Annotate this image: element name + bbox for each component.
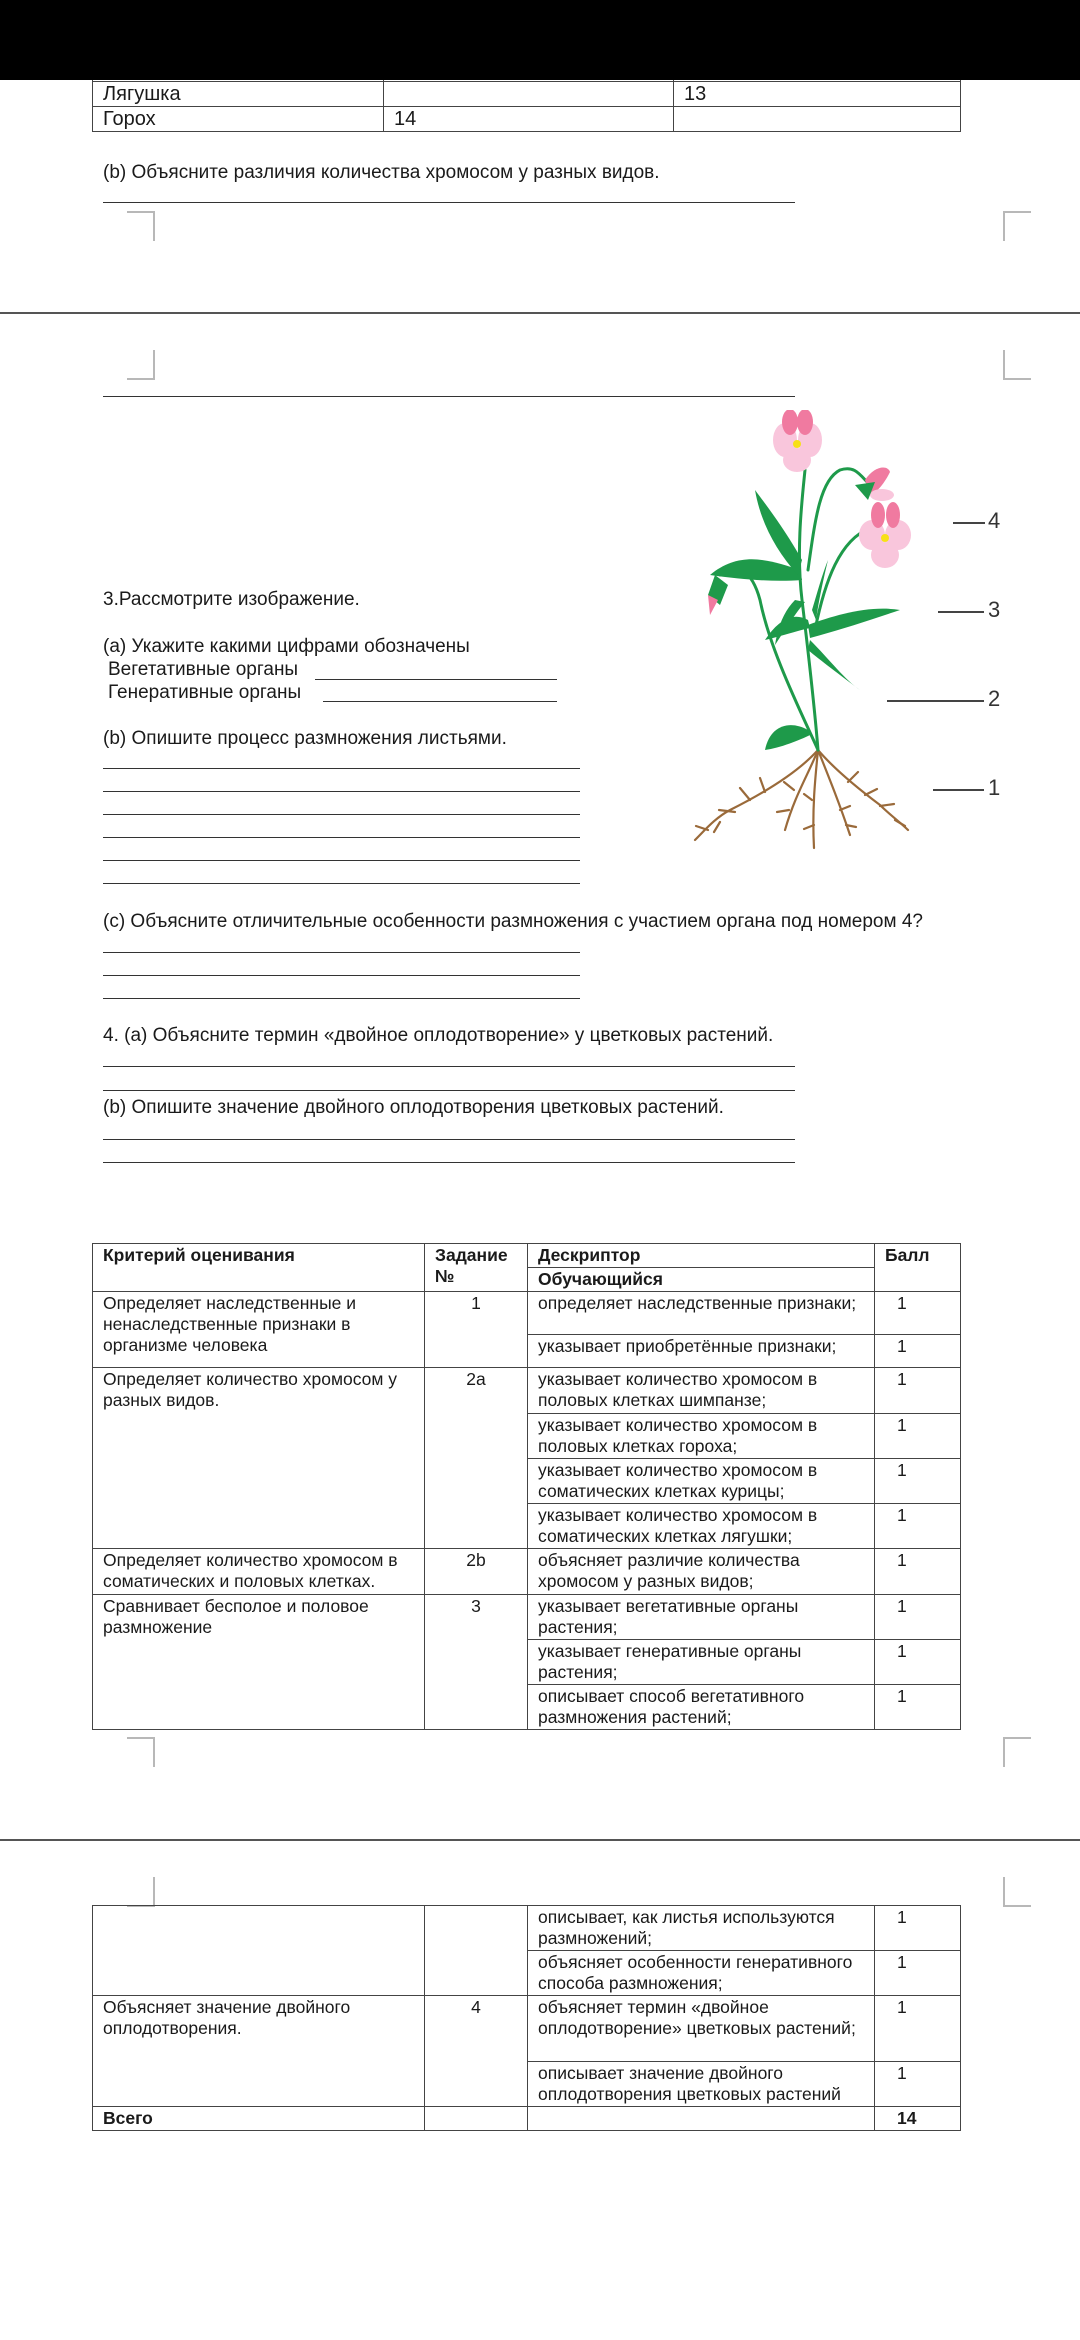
descriptor-cell: указывает вегетативные органы растения; bbox=[528, 1595, 875, 1640]
criterion-cell: Объясняет значение двойного оплодотворения. bbox=[93, 1996, 425, 2107]
answer-line[interactable] bbox=[103, 814, 580, 815]
page-corner-mark bbox=[127, 1877, 155, 1907]
header-score: Балл bbox=[875, 1244, 961, 1292]
table-row bbox=[93, 107, 961, 132]
score-cell: 1 bbox=[875, 1906, 961, 1951]
table-row bbox=[93, 1595, 961, 1640]
answer-line[interactable] bbox=[103, 1090, 795, 1091]
descriptor-cell: описывает значение двойного оплодотворения цветковых растений bbox=[528, 2062, 875, 2107]
top-black-bar-overlay bbox=[0, 0, 1080, 80]
descriptor-cell: указывает генеративные органы растения; bbox=[528, 1640, 875, 1685]
plant-label-4: 4 bbox=[988, 508, 1001, 533]
descriptor-cell: указывает количество хромосом в половых клетках гороха; bbox=[528, 1414, 875, 1459]
score-cell: 1 bbox=[875, 1685, 961, 1730]
page-corner-mark bbox=[1003, 211, 1031, 241]
task-number-cell: 4 bbox=[425, 1996, 528, 2107]
page-divider bbox=[0, 312, 1080, 314]
score-cell: 1 bbox=[875, 1368, 961, 1414]
answer-line-generative[interactable] bbox=[323, 701, 557, 702]
score-cell: 1 bbox=[875, 1414, 961, 1459]
table-cell bbox=[674, 107, 961, 132]
species-name: Лягушка bbox=[93, 82, 384, 107]
answer-line[interactable] bbox=[103, 883, 580, 884]
table-header-row bbox=[93, 1244, 961, 1268]
page-corner-mark bbox=[1003, 350, 1031, 380]
answer-line[interactable] bbox=[103, 202, 795, 203]
table-row bbox=[93, 82, 961, 107]
label-vegetative-organs: Вегетативные органы bbox=[108, 659, 299, 680]
table-cell bbox=[384, 82, 674, 107]
page-corner-mark bbox=[1003, 1737, 1031, 1767]
table-cell bbox=[528, 2107, 875, 2131]
answer-line[interactable] bbox=[103, 1066, 795, 1067]
flower-bud-left bbox=[708, 575, 728, 615]
score-cell: 1 bbox=[875, 1335, 961, 1368]
species-name: Горох bbox=[93, 107, 384, 132]
question-2b: (b) Объясните различия количества хромосом у разных видов. bbox=[103, 162, 660, 183]
label-generative-organs: Генеративные органы bbox=[108, 682, 302, 703]
criterion-cell: Определяет количество хромосом в соматических и половых клетках. bbox=[93, 1549, 425, 1595]
page-corner-mark bbox=[127, 1737, 155, 1767]
descriptor-cell: указывает приобретённые признаки; bbox=[528, 1335, 875, 1368]
answer-line[interactable] bbox=[103, 1139, 795, 1140]
score-cell: 1 bbox=[875, 2062, 961, 2107]
answer-line[interactable] bbox=[103, 837, 580, 838]
criterion-cell bbox=[93, 1906, 425, 1996]
criteria-table-body bbox=[93, 1906, 961, 2107]
plant-label-2: 2 bbox=[988, 686, 1001, 711]
question-4b: (b) Опишите значение двойного оплодотворения цветковых растений. bbox=[103, 1097, 724, 1118]
descriptor-cell: объясняет различие количества хромосом у разных видов; bbox=[528, 1549, 875, 1595]
label-pointer-1 bbox=[933, 789, 984, 791]
answer-line-vegetative[interactable] bbox=[315, 679, 557, 680]
criterion-cell: Определяет количество хромосом у разных видов. bbox=[93, 1368, 425, 1549]
descriptor-cell: описывает способ вегетативного размножения растений; bbox=[528, 1685, 875, 1730]
label-pointer-3 bbox=[938, 611, 984, 613]
score-cell: 1 bbox=[875, 1504, 961, 1549]
table-row bbox=[93, 1368, 961, 1414]
header-descriptor: Дескриптор bbox=[528, 1244, 875, 1268]
criteria-table-continued bbox=[92, 1905, 961, 2131]
score-cell: 1 bbox=[875, 1595, 961, 1640]
answer-line[interactable] bbox=[103, 952, 580, 953]
task-number-cell: 2a bbox=[425, 1368, 528, 1549]
plant-figure bbox=[690, 410, 930, 850]
header-criterion: Критерий оценивания bbox=[93, 1244, 425, 1292]
table-row bbox=[93, 1292, 961, 1335]
task-number-cell bbox=[425, 1906, 528, 1996]
page-corner-mark bbox=[1003, 1877, 1031, 1907]
question-3c: (c) Объясните отличительные особенности размножения с участием органа под номером 4? bbox=[103, 911, 923, 932]
table-cell: 13 bbox=[674, 82, 961, 107]
criterion-cell: Определяет наследственные и ненаследственные признаки в организме человека bbox=[93, 1292, 425, 1368]
table-cell bbox=[425, 2107, 528, 2131]
descriptor-cell: указывает количество хромосом в половых клетках шимпанзе; bbox=[528, 1368, 875, 1414]
task-number-cell: 1 bbox=[425, 1292, 528, 1368]
flower-top bbox=[773, 410, 822, 472]
task-number-cell: 3 bbox=[425, 1595, 528, 1730]
plant-label-1: 1 bbox=[988, 775, 1001, 800]
score-cell: 1 bbox=[875, 1640, 961, 1685]
header-task: Задание № bbox=[425, 1244, 528, 1292]
answer-line[interactable] bbox=[103, 791, 580, 792]
label-pointer-2 bbox=[887, 700, 984, 702]
table-cell: 14 bbox=[384, 107, 674, 132]
criteria-table-body bbox=[93, 1292, 961, 1730]
criteria-table bbox=[92, 1243, 961, 1730]
answer-line[interactable] bbox=[103, 768, 580, 769]
criterion-cell: Сравнивает бесполое и половое размножение bbox=[93, 1595, 425, 1730]
answer-line[interactable] bbox=[103, 396, 795, 397]
score-cell: 1 bbox=[875, 1549, 961, 1595]
score-cell: 1 bbox=[875, 1292, 961, 1335]
score-cell: 1 bbox=[875, 1996, 961, 2062]
answer-line[interactable] bbox=[103, 1162, 795, 1163]
total-score: 14 bbox=[875, 2107, 961, 2131]
question-4a: 4. (a) Объясните термин «двойное оплодотворение» у цветковых растений. bbox=[103, 1025, 774, 1046]
answer-line[interactable] bbox=[103, 975, 580, 976]
question-3b: (b) Опишите процесс размножения листьями. bbox=[103, 728, 507, 749]
page-corner-mark bbox=[127, 350, 155, 380]
score-cell: 1 bbox=[875, 1459, 961, 1504]
descriptor-cell: объясняет термин «двойное оплодотворение» цветковых растений; bbox=[528, 1996, 875, 2062]
flower-right bbox=[859, 502, 911, 568]
answer-line[interactable] bbox=[103, 998, 580, 999]
answer-line[interactable] bbox=[103, 860, 580, 861]
header-learner: Обучающийся bbox=[528, 1268, 875, 1292]
plant-label-3: 3 bbox=[988, 597, 1001, 622]
page-divider bbox=[0, 1839, 1080, 1841]
roots bbox=[695, 750, 908, 848]
label-pointer-4 bbox=[953, 522, 985, 524]
descriptor-cell: определяет наследственные признаки; bbox=[528, 1292, 875, 1335]
question-3a: (a) Укажите какими цифрами обозначены bbox=[103, 636, 470, 657]
score-cell: 1 bbox=[875, 1951, 961, 1996]
table-row bbox=[93, 1549, 961, 1595]
page-corner-mark bbox=[127, 211, 155, 241]
descriptor-cell: описывает, как листья используются размножений; bbox=[528, 1906, 875, 1951]
total-label: Всего bbox=[93, 2107, 425, 2131]
descriptor-cell: указывает количество хромосом в соматических клетках лягушки; bbox=[528, 1504, 875, 1549]
descriptor-cell: указывает количество хромосом в соматических клетках курицы; bbox=[528, 1459, 875, 1504]
question-3-title: 3.Рассмотрите изображение. bbox=[103, 589, 360, 610]
table-row bbox=[93, 1906, 961, 1951]
task-number-cell: 2b bbox=[425, 1549, 528, 1595]
descriptor-cell: объясняет особенности генеративного способа размножения; bbox=[528, 1951, 875, 1996]
table-row bbox=[93, 1996, 961, 2062]
flower-bud-right bbox=[855, 467, 894, 501]
total-row bbox=[93, 2107, 961, 2131]
